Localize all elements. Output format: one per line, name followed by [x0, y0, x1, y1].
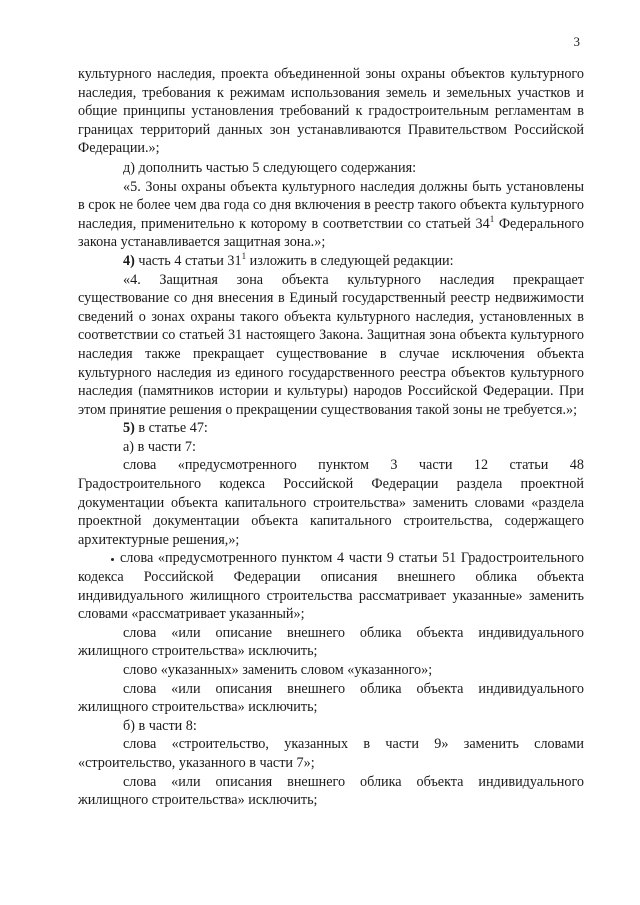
- paragraph-words-4: слово «указанных» заменить словом «указанного»;: [123, 662, 433, 678]
- page-number: 3: [573, 34, 580, 49]
- paragraph-words-6: слова «строительство, указанных в части 9» заменить словами «строительство, указанного в части 7»;: [78, 736, 584, 771]
- paragraph-item-d: д) дополнить частью 5 следующего содержания:: [123, 159, 417, 176]
- paragraph-part4-new: «4. Защитная зона объекта культурного наследия прекращает существование со дня внесения в Единый государственный реестр недвижимости сведений о зонах охраны такого объекта культурного наследия, установленных в соответствии со статьей 31 настоящего Закона. Защитная зона объекта культурного наследия также прекращает существование в случае исключения объекта культурного наследия из единого государственного реестра объектов культурного наследия (памятников истории и культуры) народов Российской Федерации. При этом принятие решения о прекращении существования такой зоны не требуется.»;: [78, 271, 584, 418]
- paragraph-continuation: культурного наследия, проекта объединенной зоны охраны объектов культурного наследия, требования к режимам использования земель и земельных участков и общие принципы установления требований к градостроительным регламентам в границах территорий данных зон устанавливаются Правительством Российской Федерации.»;: [78, 66, 584, 157]
- item-5-text: в статье 47:: [134, 420, 208, 437]
- paragraph-item-5: [78, 419, 584, 438]
- item-4-text: часть 4 статьи 31: [134, 252, 242, 269]
- paragraph-words-5: слова «или описания внешнего облика объекта индивидуального жилищного строительства» исключить;: [78, 680, 584, 716]
- paragraph-words-1: слова «предусмотренного пунктом 3 части 12 статьи 48 Градостроительного кодекса Российской Федерации раздела проектной документации объекта капитального строительства» заменить словами «раздела проектной документации объекта капитального строительства, содержащего архитектурные решения,»;: [78, 457, 584, 548]
- paragraph-part5: [78, 178, 584, 252]
- item-number: 4): [123, 252, 135, 269]
- paragraph-words-7: слова «или описания внешнего облика объекта индивидуального жилищного строительства» исключить;: [78, 773, 584, 809]
- paragraph-subitem-b: б) в части 8:: [123, 717, 197, 734]
- superscript: 1: [241, 250, 247, 261]
- superscript: 1: [489, 213, 495, 224]
- paragraph-words-2: [78, 549, 584, 623]
- paragraph-item-4: [78, 252, 584, 271]
- paragraph-part5-text: «5. Зоны охраны объекта культурного наследия должны быть установлены в срок не более чем два года со дня включения в реестр такого объекта культурного наследия, применительно к которому в соответствии со статьей 34: [78, 178, 584, 232]
- document-body: [78, 65, 584, 810]
- bullet-mark: [111, 558, 114, 561]
- item-number: 5): [123, 420, 135, 437]
- paragraph-words-3: слова «или описание внешнего облика объекта индивидуального жилищного строительства» исключить;: [78, 624, 584, 660]
- item-4-text-end: изложить в следующей редакции:: [246, 252, 454, 269]
- paragraph-words-2-text: слова «предусмотренного пунктом 4 части 9 статьи 51 Градостроительного кодекса Российской Федерации описания внешнего облика объекта индивидуального жилищного строительства рассматривает указанные» заменить словами «рассматривает указанный»;: [78, 550, 584, 623]
- paragraph-part5-text-end: Федерального закона устанавливается защитная зона.»;: [78, 215, 584, 251]
- paragraph-subitem-a: а) в части 7:: [123, 438, 196, 455]
